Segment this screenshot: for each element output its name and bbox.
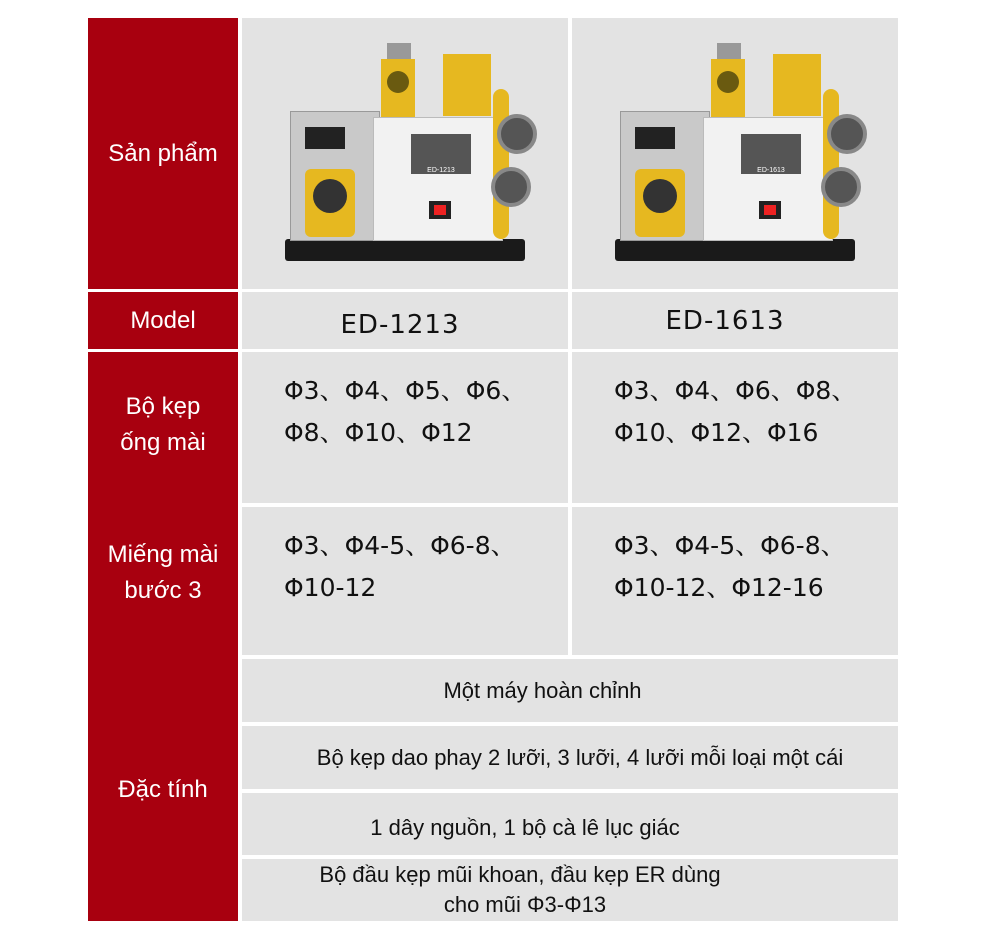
label-product [88,18,238,289]
label-clamp-and-grind [88,352,238,658]
grind-line: Φ3、Φ4-5、Φ6-8、 [284,531,516,560]
grind-cell [242,507,568,655]
nameplate-text: ED-1613 [757,166,785,174]
feature-row [242,659,898,722]
nameplate-text: ED-1213 [427,166,455,174]
label-clamp: Bộ kẹp ống mài [120,393,206,456]
clamp-cell [572,352,898,503]
label-text: Sản phẩm [108,139,218,167]
feature-text: 1 dây nguồn, 1 bộ cà lê lục giác [370,815,680,840]
product-nameplate [741,134,801,174]
feature-text: cho mũi Φ3-Φ13 [443,892,607,917]
clamp-line: Φ3、Φ4、Φ5、Φ6、 [284,376,527,405]
grind-line: Φ10-12、Φ12-16 [614,573,824,602]
feature-row [242,726,898,789]
model-value: ED-1213 [340,309,460,340]
grind-line: Φ10-12 [284,573,377,602]
label-text: Model [130,306,196,334]
feature-text: Một máy hoàn chỉnh [443,677,642,703]
product-image-ed-1213 [275,39,535,269]
feature-row [242,859,898,921]
clamp-line: Φ3、Φ4、Φ6、Φ8、 [614,376,857,405]
feature-text: Bộ kẹp dao phay 2 lưỡi, 3 lưỡi, 4 lưỡi mỗi loại một cái [316,744,844,770]
label-text: Đặc tính [118,775,208,803]
clamp-cell [242,352,568,503]
label-features [88,658,238,921]
product-nameplate [411,134,471,174]
label-model [88,292,238,349]
model-cell [572,292,898,349]
product-image-ed-1613 [605,39,865,269]
model-value: ED-1613 [665,305,785,336]
clamp-line: Φ10、Φ12、Φ16 [614,418,819,447]
model-cell [242,292,568,349]
product-image-cell [572,18,898,289]
product-image-cell [242,18,568,289]
feature-row [242,793,898,855]
clamp-line: Φ8、Φ10、Φ12 [284,418,473,447]
grind-cell [572,507,898,655]
label-grind: Miếng mài bước 3 [107,541,219,604]
feature-text: Bộ đầu kẹp mũi khoan, đầu kẹp ER dùng [319,862,721,887]
grind-line: Φ3、Φ4-5、Φ6-8、 [614,531,846,560]
